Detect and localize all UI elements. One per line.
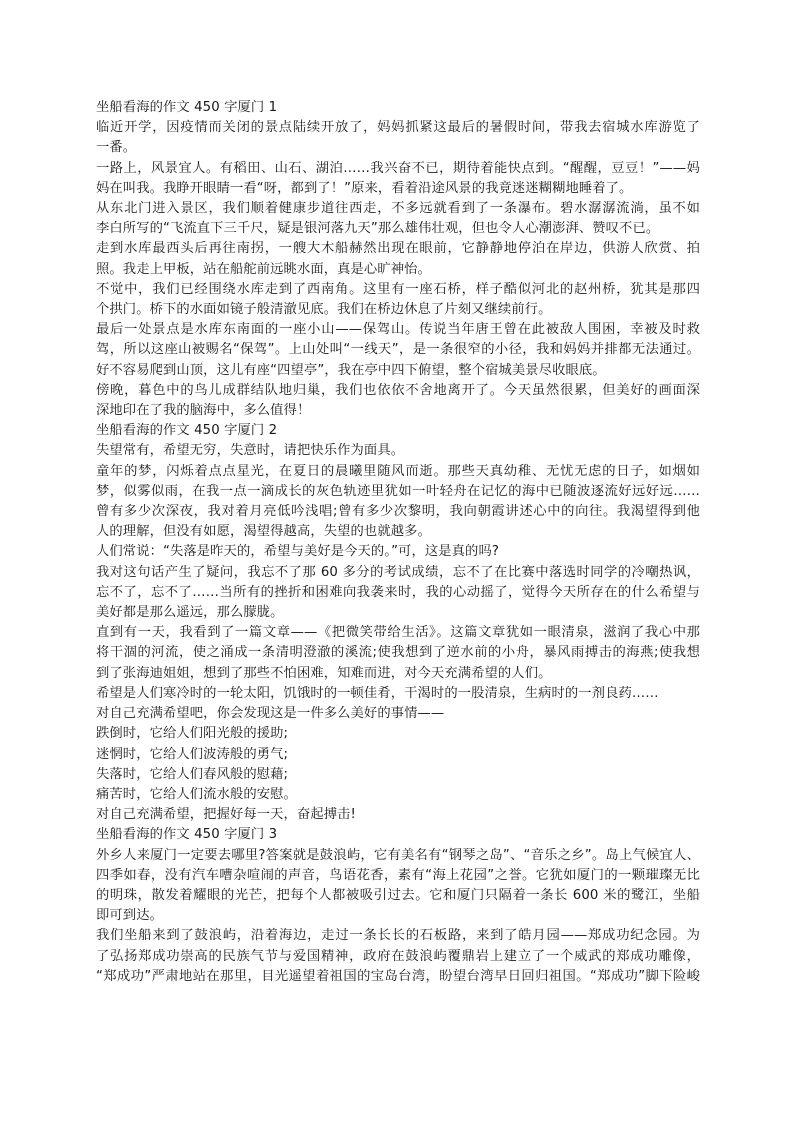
text-line: 走到水库最西头后再往南拐，一艘大木船赫然出现在眼前，它静静地停泊在岸边，供游人欣赏、拍 [96, 241, 700, 257]
text-line: 好不容易爬到山顶，这儿有座“四望亭”，我在亭中四下俯望，整个宿城美景尽收眼底。 [96, 362, 606, 378]
text-line: 一路上，风景宜人。有稻田、山石、湖泊……我兴奋不已，期待着能快点到。“醒醒，豆豆！”——妈 [96, 160, 700, 176]
section-heading: 坐船看海的作文 450 字厦门 3 [96, 827, 278, 843]
text-line: 四季如春，没有汽车嘈杂喧闹的声音，鸟语花香，素有“海上花园”之誉。它犹如厦门的一颗璀璨无比 [96, 867, 700, 883]
text-line: 童年的梦，闪烁着点点星光，在夏日的晨曦里随风而逝。那些天真幼稚、无忧无虑的日子，如烟如 [96, 463, 700, 479]
text-line: 最后一处景点是水库东南面的一座小山——保驾山。传说当年唐王曾在此被敌人围困，幸被及时救 [96, 322, 700, 338]
text-line: 失望常有，希望无穷，失意时，请把快乐作为面具。 [96, 443, 405, 459]
text-line: 了弘扬郑成功崇高的民族气节与爱国精神，政府在鼓浪屿覆鼎岩上建立了一个威武的郑成功雕像， [96, 948, 700, 964]
text-line: 李白所写的“飞流直下三千尺，疑是银河落九天”那么雄伟壮观，但也令人心潮澎湃、赞叹不已。 [96, 221, 660, 237]
text-line: 人们常说：“失落是昨天的，希望与美好是今天的。”可，这是真的吗? [96, 544, 499, 560]
text-line: “郑成功”严肃地站在那里，目光遥望着祖国的宝岛台湾，盼望台湾早日回归祖国。“郑成功”脚下险峻 [96, 968, 700, 984]
text-line: 临近开学，因疫情而关闭的景点陆续开放了，妈妈抓紧这最后的暑假时间，带我去宿城水库游览了 [96, 120, 700, 136]
text-line: 忘不了，忘不了……当所有的挫折和困难向我袭来时，我的心动摇了，觉得今天所存在的什么希望与 [96, 584, 700, 600]
text-line: 跌倒时，它给人们阳光般的援助; [96, 726, 289, 742]
text-line: 曾有多少次深夜，我对着月亮低吟浅唱;曾有多少次黎明，我向朝霞讲述心中的向往。我渴望得到他 [96, 504, 700, 520]
text-line: 失落时，它给人们春风般的慰藉; [96, 766, 289, 782]
text-line: 我对这句话产生了疑问，我忘不了那 60 多分的考试成绩，忘不了在比赛中落选时同学的冷嘲热讽， [96, 564, 700, 580]
text-line: 外乡人来厦门一定要去哪里?答案就是鼓浪屿，它有美名有“钢琴之岛”、“音乐之乡”。岛上气候宜人、 [96, 847, 700, 863]
text-line: 直到有一天，我看到了一篇文章——《把微笑带给生活》。这篇文章犹如一眼清泉，滋润了我心中那 [96, 625, 700, 641]
text-line: 深地印在了我的脑海中，多么值得！ [96, 403, 311, 419]
document-body [96, 98, 700, 987]
text-line: 将干涸的河流，使之涌成一条清明澄澈的溪流;使我想到了逆水前的小舟，暴风雨搏击的海燕;使我想 [96, 645, 700, 661]
text-line: 的明珠，散发着耀眼的光芒，把每个人都被吸引过去。它和厦门只隔着一条长 600 米的鹭江，坐船 [96, 887, 700, 903]
text-line: 个拱门。桥下的水面如镜子般清澈见底。我们在桥边休息了片刻又继续前行。 [96, 302, 552, 318]
text-line: 人的理解，但没有如愿，渴望得越高，失望的也就越多。 [96, 524, 431, 540]
text-line: 照。我走上甲板，站在船舵前远眺水面，真是心旷神怡。 [96, 261, 431, 277]
section-heading: 坐船看海的作文 450 字厦门 2 [96, 423, 278, 439]
text-line: 驾，所以这座山被赐名“保驾”。上山处叫“一线天”，是一条很窄的小径，我和妈妈并排都无法通过。 [96, 342, 700, 358]
text-line: 梦，似雾似雨，在我一点一滴成长的灰色轨迹里犹如一叶轻舟在记忆的海中已随波逐流好远好远…… [96, 483, 700, 499]
text-line: 迷惘时，它给人们波涛般的勇气; [96, 746, 289, 762]
text-line: 妈在叫我。我睁开眼睛一看“呀，都到了！”原来，看着沿途风景的我竟迷迷糊糊地睡着了。 [96, 180, 633, 196]
text-line: 美好都是那么遥远，那么朦胧。 [96, 605, 284, 621]
text-line: 傍晚，暮色中的鸟儿成群结队地归巢，我们也依依不舍地离开了。今天虽然很累，但美好的画面深 [96, 382, 700, 398]
text-line: 我们坐船来到了鼓浪屿，沿着海边，走过一条长长的石板路，来到了皓月园——郑成功纪念园。为 [96, 928, 700, 944]
section-heading: 坐船看海的作文 450 字厦门 1 [96, 100, 278, 115]
text-line: 不觉中，我们已经围绕水库走到了西南角。这里有一座石桥，样子酷似河北的赵州桥，犹其是那四 [96, 281, 700, 297]
text-line: 希望是人们寒冷时的一轮太阳，饥饿时的一顿佳肴，干渴时的一股清泉，生病时的一剂良药…… [96, 685, 659, 701]
text-line: 从东北门进入景区，我们顺着健康步道往西走，不多远就看到了一条瀑布。碧水潺潺流淌，虽不如 [96, 201, 700, 217]
text-line: 一番。 [96, 140, 137, 156]
text-line: 到了张海迪姐姐，想到了那些不怕困难，知难而进，对今天充满希望的人们。 [96, 665, 552, 681]
text-line: 痛苦时，它给人们流水般的安慰。 [96, 786, 297, 802]
text-line: 即可到达。 [96, 908, 163, 924]
text-line: 对自己充满希望吧，你会发现这是一件多么美好的事情—— [96, 706, 445, 722]
text-line: 对自己充满希望，把握好每一天，奋起搏击! [96, 807, 356, 823]
